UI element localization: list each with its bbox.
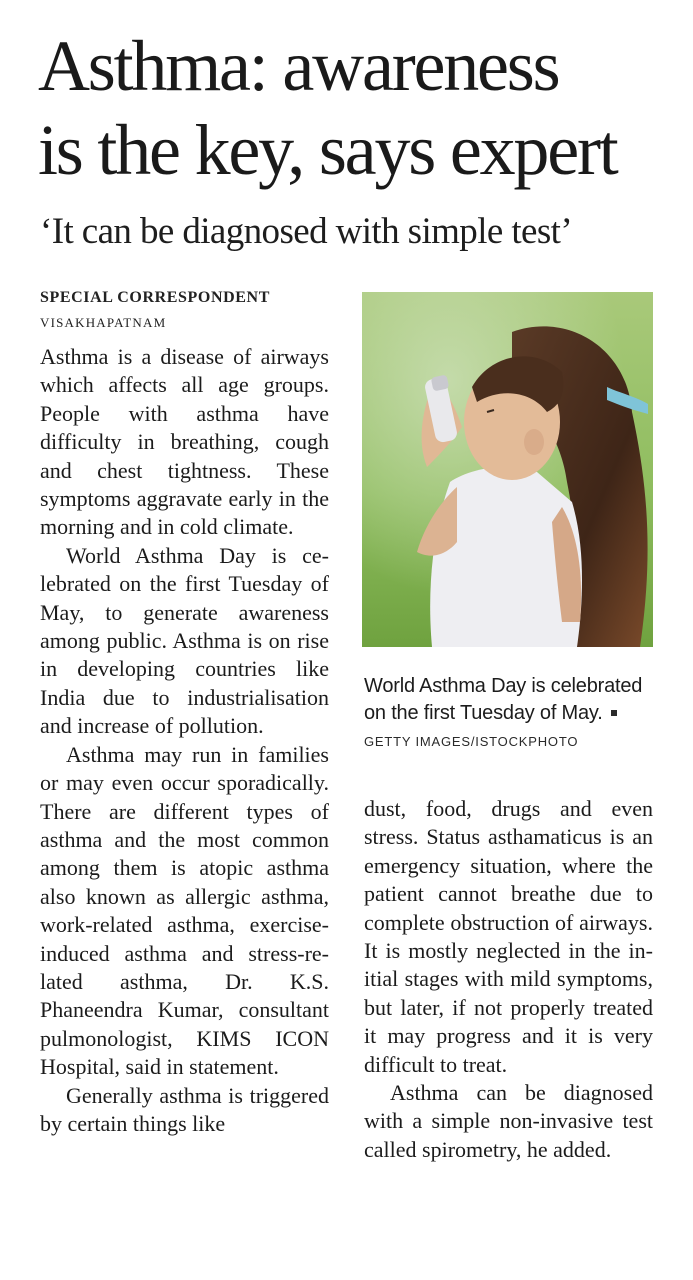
headline-line-2: is the key, says expert bbox=[38, 110, 617, 190]
article-paragraph: dust, food, drugs and even stress. Status asthamaticus is an emergency situation, where the patient cannot breathe due to complete obstruction of airways. It is mostly neglected in the initial stages with mild symptoms, but later, if not properly treated it may progress and it is very difficult to treat. bbox=[364, 796, 653, 1077]
headline-line-1: Asthma: awareness bbox=[38, 26, 559, 106]
article-paragraph: Generally asthma is triggered by certain things like bbox=[40, 1082, 329, 1136]
girl-with-inhaler-illustration bbox=[362, 292, 653, 647]
subheadline: ‘It can be diagnosed with simple test’ bbox=[40, 211, 573, 252]
article-paragraph: Asthma is a disease of airways which affects all age groups. People with asthma have difficulty in breathing, cough and chest tightness. These symptoms aggravate early in the morning and in cold climate. bbox=[40, 344, 329, 540]
article-column-left bbox=[40, 343, 329, 1138]
byline: SPECIAL CORRESPONDENT bbox=[40, 289, 270, 306]
article-paragraph: World Asthma Day is celebrated on the first Tuesday of May, to generate awareness among public. Asthma is on rise in developing countries like India due to industrialisation and increase of pollution. bbox=[40, 542, 329, 739]
photo-caption-text: World Asthma Day is celebrated on the first Tuesday of May. bbox=[364, 675, 643, 724]
dateline: VISAKHAPATNAM bbox=[40, 315, 167, 330]
photo-credit: GETTY IMAGES/ISTOCKPHOTO bbox=[364, 734, 579, 749]
photo-caption bbox=[364, 673, 653, 755]
article-paragraph: Asthma can be diagnosed with a simple non-invasive test called spirometry, he added. bbox=[364, 1080, 653, 1162]
article-paragraph: Asthma may run in families or may even occur sporadically. There are different types of asthma and the most common among them is atopic asthma also known as allergic asthma, work-related asthma, exercise-induced asthma and stress-related asthma, Dr. K.S. Phaneendra Kumar, consultant pulmonologist, KIMS ICON Hospital, said in statement. bbox=[40, 741, 329, 1080]
article-column-right bbox=[364, 795, 653, 1164]
headline bbox=[38, 24, 678, 192]
article-photo bbox=[362, 292, 653, 647]
credit-bullet-icon bbox=[611, 710, 617, 716]
